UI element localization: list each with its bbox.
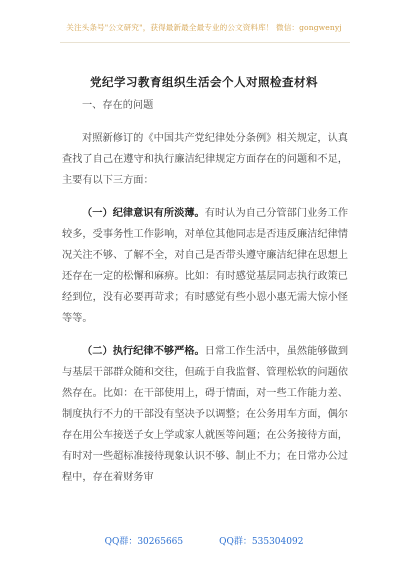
document-body — [62, 95, 348, 488]
point-2-heading: （二）执行纪律不够严格。 — [82, 345, 205, 357]
point-1-text: 有时认为自己分管部门业务工作较多，受事务性工作影响，对单位其他同志是否违反廉洁纪律情况关注不够、了解不全，对自己是否带头遵守廉洁纪律在思想上还存在一定的松懈和麻痹。比如：有时感觉基层同志执行政策已经到位，没有必要再苛求；有时感觉有些小恩小惠无需大惊小怪等等。 — [62, 208, 349, 324]
intro-paragraph: 对照新修订的《中国共产党纪律处分条例》相关规定，认真查找了自己在遵守和执行廉洁纪律规定方面存在的问题和不足，主要有以下三方面： — [62, 133, 348, 186]
document-title: 党纪学习教育组织生活会个人对照检查材料 — [90, 75, 318, 89]
point-1-heading: （一）纪律意识有所淡薄。 — [82, 207, 205, 219]
paragraph-gap — [62, 329, 348, 341]
paragraph-gap — [62, 116, 348, 128]
footer-qq-group-1: QQ群：30265665 — [104, 537, 184, 547]
footer-contact — [0, 534, 408, 547]
point-1-paragraph — [62, 203, 348, 329]
header-promo: 关注头条号"公文研究"，获得最新最全最专业的公文资料库！ 微信：gongwenyj — [66, 23, 342, 32]
point-2-text: 日常工作生活中，虽然能够做到与基层干部群众随和交往，但疏于自我监督、管理松软的问题依然存在。比如：在干部使用上，碍于情面，对一些工作能力差、制度执行不力的干部没有坚决予以调整；在公务用车方面，偶尔存在用公车接送子女上学或家人就医等问题；在公务接待方面，有时对一些超标准接待现象认识不够、制止不力；在日常办公过程中，存在着财务审 — [62, 346, 349, 483]
header-divider — [60, 42, 350, 43]
section-heading: 一、存在的问题 — [82, 100, 154, 111]
paragraph-gap — [62, 191, 348, 203]
footer-qq-group-2: QQ群：535304092 — [219, 537, 304, 547]
point-2-paragraph — [62, 341, 348, 488]
